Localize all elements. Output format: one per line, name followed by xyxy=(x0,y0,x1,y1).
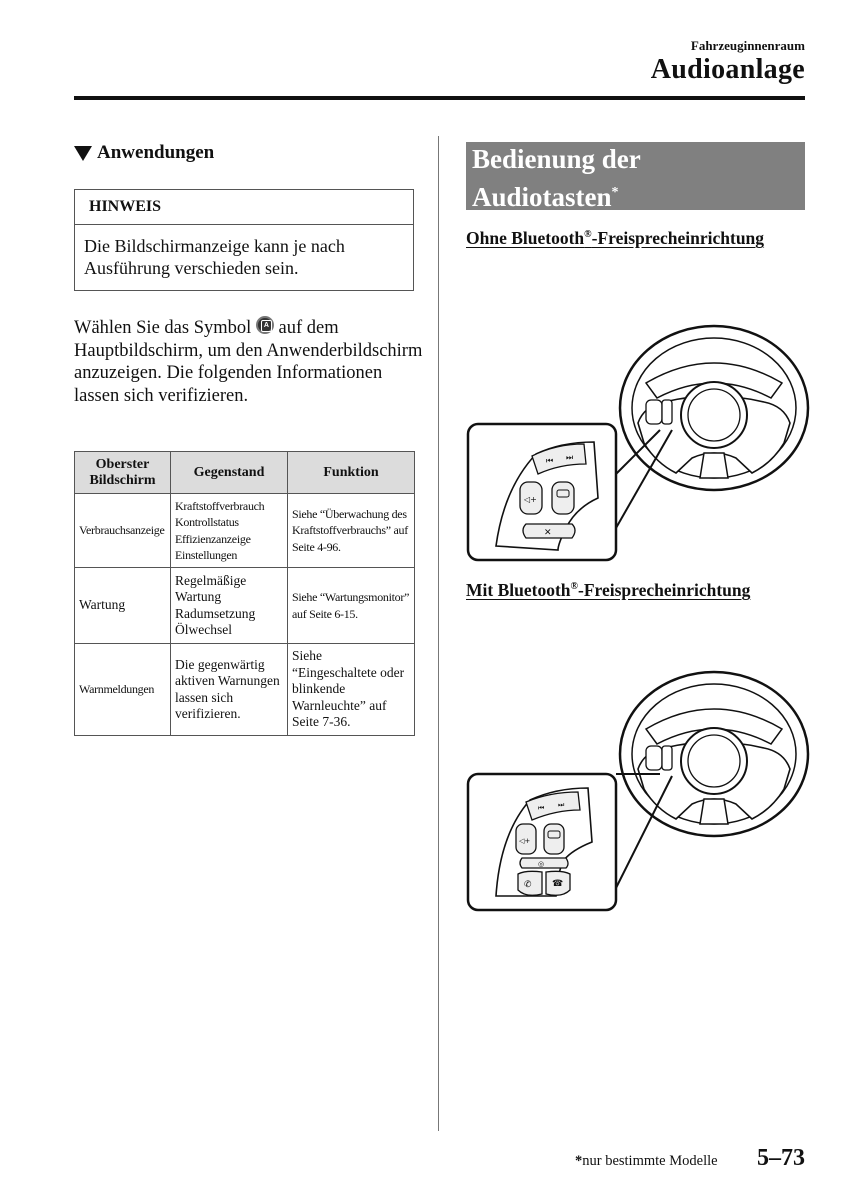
page-title: Audioanlage xyxy=(650,54,805,85)
talk-icon: ◎ xyxy=(538,860,545,868)
steering-wheel xyxy=(616,326,808,528)
triangle-marker-icon xyxy=(74,146,92,161)
table-row xyxy=(75,494,415,568)
page-number: 5–73 xyxy=(757,1145,805,1171)
intro-text-2: auf dem Hauptbildschirm, um den Anwenderbildschirm anzuzeigen. Die folgenden Informationen lassen sich verifizieren. xyxy=(74,318,423,406)
subheading-1-text: Ohne Bluetooth xyxy=(466,228,585,248)
steering-wheel-illustration-2 xyxy=(466,664,811,914)
steering-wheel xyxy=(616,672,808,888)
control-panel-inset xyxy=(468,424,616,560)
table-row xyxy=(75,568,415,644)
table-row xyxy=(75,644,415,736)
table-header-item: Gegenstand xyxy=(171,452,288,494)
note-box xyxy=(74,189,414,291)
table-cell-function: Siehe “Eingeschaltete oder blinkende Warnleuchte” auf Seite 7-36. xyxy=(288,644,415,736)
intro-text-1: Wählen Sie das Symbol xyxy=(74,318,256,338)
table-cell-screen: Warnmeldungen xyxy=(75,644,171,736)
registered-mark: ® xyxy=(584,229,592,241)
table-cell-function: Siehe “Überwachung des Kraftstoffverbrauchs” auf Seite 4-96. xyxy=(288,494,415,568)
seek-forward-icon: ⏭ xyxy=(558,801,565,809)
table-cell-items: Die gegenwärtig aktiven Warnungen lassen sich verifizieren. xyxy=(171,644,288,736)
banner-line-2 xyxy=(472,176,799,214)
registered-mark: ® xyxy=(570,581,578,593)
subheading-2-suffix: -Freisprecheinrichtung xyxy=(578,580,751,600)
column-divider xyxy=(438,136,439,1131)
control-panel-inset xyxy=(468,774,616,910)
note-title: HINWEIS xyxy=(75,190,413,225)
hang-up-icon: ☎ xyxy=(552,879,564,889)
table-cell-screen: Verbrauchsanzeige xyxy=(75,494,171,568)
table-cell-items: Kraftstoffverbrauch Kontrollstatus Effizienzanzeige Einstellungen xyxy=(171,494,288,568)
volume-icon: ◁+ xyxy=(519,837,531,845)
table-header-row xyxy=(75,452,415,494)
seek-forward-icon: ⏭ xyxy=(566,453,574,462)
banner-line-1: Bedienung der xyxy=(472,144,641,174)
footnote xyxy=(575,1153,718,1170)
section-banner xyxy=(466,142,805,210)
applications-table xyxy=(74,451,415,736)
table-header-function: Funktion xyxy=(288,452,415,494)
note-body: Die Bildschirmanzeige kann je nach Ausführung verschieden sein. xyxy=(84,236,345,278)
seek-back-icon: ⏮ xyxy=(546,456,554,465)
subheading-2-text: Mit Bluetooth xyxy=(466,580,571,600)
subheading-without-bluetooth xyxy=(466,228,764,249)
steering-wheel-illustration-1 xyxy=(466,318,811,563)
intro-paragraph xyxy=(74,316,424,407)
footnote-mark: * xyxy=(575,1153,583,1169)
applications-icon-letter: A xyxy=(261,320,272,332)
header-rule xyxy=(74,96,805,100)
applications-icon xyxy=(256,316,274,334)
subheading-1-suffix: -Freisprecheinrichtung xyxy=(591,228,765,248)
volume-icon: ◁+ xyxy=(524,495,537,504)
banner-line-2-text: Audiotasten xyxy=(472,182,612,212)
seek-back-icon: ⏮ xyxy=(538,804,545,812)
footnote-text: nur bestimmte Modelle xyxy=(582,1153,718,1169)
table-cell-function: Siehe “Wartungsmonitor” auf Seite 6-15. xyxy=(288,568,415,644)
table-cell-screen: Wartung xyxy=(75,568,171,644)
subheading-with-bluetooth xyxy=(466,580,750,601)
section-heading xyxy=(74,142,214,164)
header-section-label: Fahrzeuginnenraum xyxy=(690,38,805,53)
section-heading-text: Anwendungen xyxy=(97,142,215,163)
banner-footnote-mark: * xyxy=(611,185,619,200)
mute-icon: ✕ xyxy=(544,528,552,538)
table-cell-items: Regelmäßige Wartung Radumsetzung Ölwechsel xyxy=(171,568,288,644)
table-header-screen: Oberster Bildschirm xyxy=(75,452,171,494)
pick-up-icon: ✆ xyxy=(524,880,532,890)
